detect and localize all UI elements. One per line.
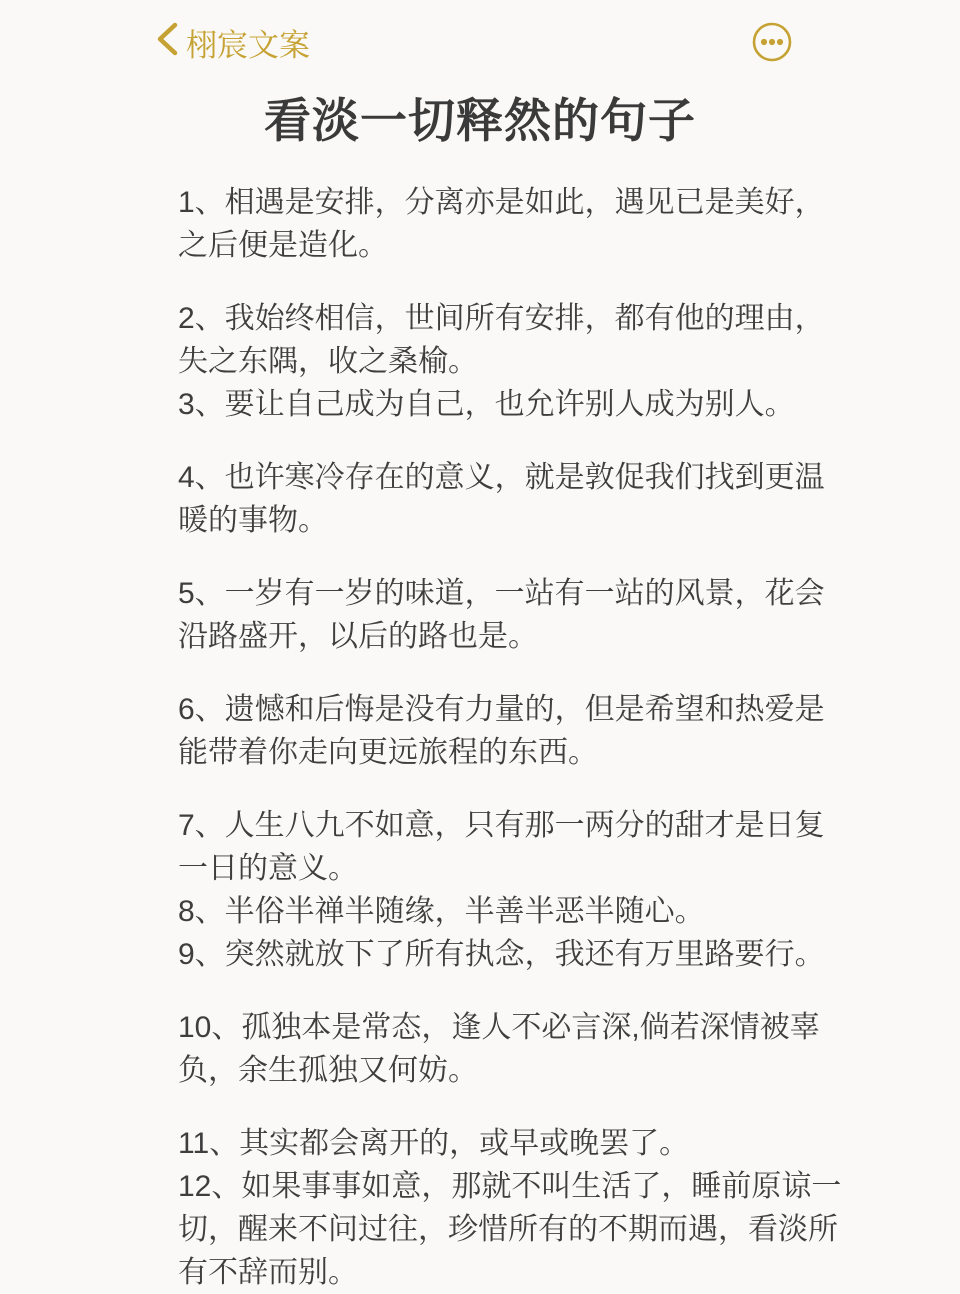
quote-paragraph	[178, 890, 888, 933]
quote-paragraph	[178, 804, 888, 890]
quote-line: 8、半俗半禅半随缘，半善半恶半随心。	[178, 895, 705, 928]
page-title: 看淡一切释然的句子	[264, 94, 696, 147]
quote-paragraph	[178, 383, 888, 426]
quote-paragraph	[178, 933, 888, 976]
back-button[interactable]	[156, 20, 310, 65]
quote-paragraph	[178, 572, 888, 658]
quote-line: 2、我始终相信，世间所有安排，都有他的理由，	[178, 302, 825, 335]
quote-paragraph	[178, 688, 888, 774]
quote-line: 10、孤独本是常态，逢人不必言深,倘若深情被辜	[178, 1011, 820, 1044]
quote-paragraph	[178, 1006, 888, 1092]
quote-line: 一日的意义。	[178, 852, 358, 885]
more-options-button[interactable]	[751, 21, 793, 63]
quote-line: 之后便是造化。	[178, 229, 388, 262]
quote-line: 暖的事物。	[178, 504, 328, 537]
quote-line: 沿路盛开，以后的路也是。	[178, 620, 538, 653]
quote-line: 4、也许寒冷存在的意义，就是敦促我们找到更温	[178, 461, 825, 494]
quote-paragraph	[178, 1165, 888, 1294]
quote-paragraph	[178, 181, 888, 267]
quote-paragraph	[178, 297, 888, 383]
quote-line: 有不辞而别。	[178, 1256, 358, 1289]
quote-line: 失之东隅，收之桑榆。	[178, 345, 478, 378]
back-button-label: 栩宸文案	[186, 28, 310, 63]
quote-list	[178, 181, 888, 1294]
quote-paragraph	[178, 1122, 888, 1165]
quote-line: 1、相遇是安排，分离亦是如此，遇见已是美好，	[178, 186, 825, 219]
quote-line: 9、突然就放下了所有执念，我还有万里路要行。	[178, 938, 825, 971]
quote-line: 切，醒来不问过往，珍惜所有的不期而遇，看淡所	[178, 1213, 838, 1246]
quote-line: 3、要让自己成为自己，也允许别人成为别人。	[178, 388, 795, 421]
quote-line: 7、人生八九不如意，只有那一两分的甜才是日复	[178, 809, 825, 842]
quote-line: 12、如果事事如意，那就不叫生活了，睡前原谅一	[178, 1170, 842, 1203]
quote-line: 6、遗憾和后悔是没有力量的，但是希望和热爱是	[178, 693, 825, 726]
quote-paragraph	[178, 456, 888, 542]
quote-line: 负，余生孤独又何妨。	[178, 1054, 478, 1087]
ellipsis-circle-icon	[751, 51, 793, 66]
quote-line: 11、其实都会离开的，或早或晚罢了。	[178, 1127, 690, 1160]
chevron-left-icon	[156, 22, 178, 64]
quote-line: 5、一岁有一岁的味道，一站有一站的风景，花会	[178, 577, 825, 610]
top-bar	[0, 0, 960, 70]
quote-line: 能带着你走向更远旅程的东西。	[178, 736, 598, 769]
